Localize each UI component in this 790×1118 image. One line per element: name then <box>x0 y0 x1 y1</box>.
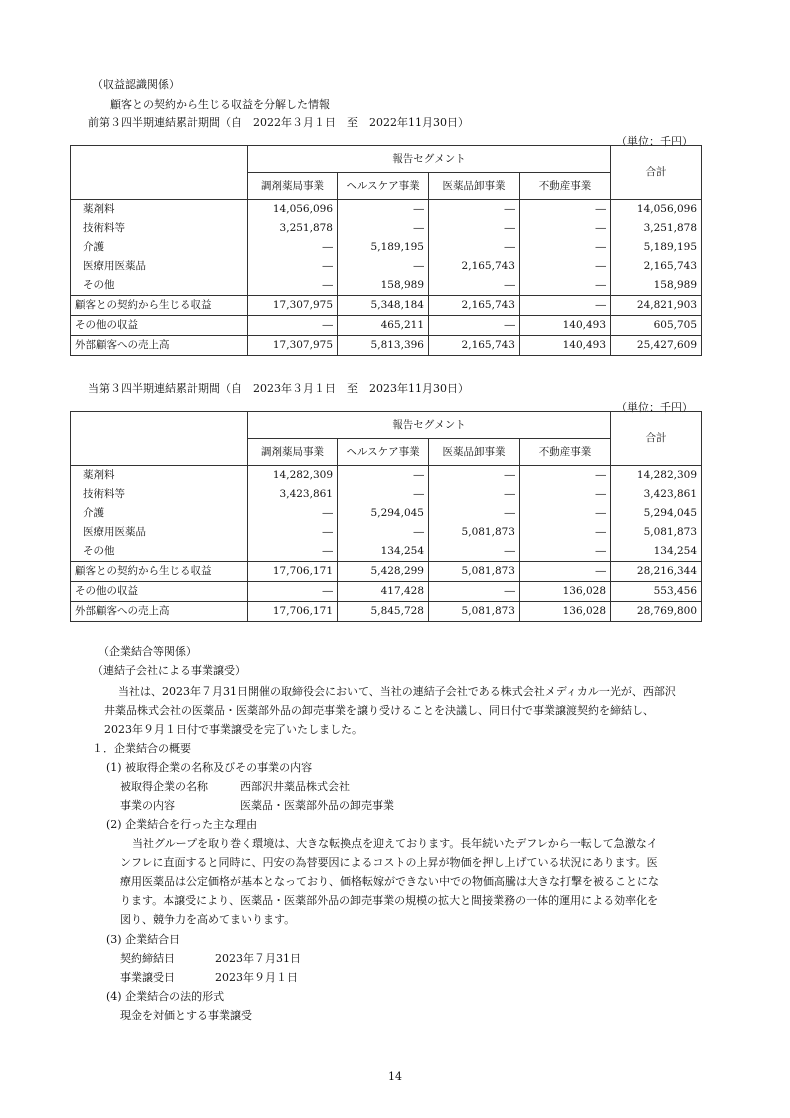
row-label: その他 <box>71 542 248 562</box>
row-label: 顧客との契約から生じる収益 <box>71 562 248 582</box>
row-label: 介護 <box>71 504 248 523</box>
value-cell: 140,493 <box>520 336 611 356</box>
table-row <box>71 276 702 296</box>
curr-period-table <box>70 411 702 622</box>
value-cell: 465,211 <box>338 316 429 336</box>
row-label: 技術料等 <box>71 219 248 238</box>
value-cell: ― <box>429 316 520 336</box>
row-label: 外部顧客への売上高 <box>71 336 248 356</box>
column-header: 不動産事業 <box>520 173 611 200</box>
item-1-title: (1) 被取得企業の名称及びその事業の内容 <box>106 761 313 774</box>
item-2-line: 図り、競争力を高めてまいります。 <box>120 913 296 926</box>
row-label: 技術料等 <box>71 485 248 504</box>
header-total: 合計 <box>611 412 702 466</box>
item-1-business-label: 事業の内容 <box>120 799 175 812</box>
header-blank <box>71 146 248 173</box>
item-3-title: (3) 企業結合日 <box>106 933 181 946</box>
row-label: 顧客との契約から生じる収益 <box>71 296 248 316</box>
total-cell: 14,282,309 <box>611 466 702 486</box>
total-cell: 5,189,195 <box>611 238 702 257</box>
value-cell: 3,251,878 <box>248 219 338 238</box>
header-total: 合計 <box>611 146 702 200</box>
value-cell: ― <box>248 257 338 276</box>
total-cell: 134,254 <box>611 542 702 562</box>
value-cell: ― <box>248 582 338 602</box>
section-1-title: １．企業結合の概要 <box>92 742 191 755</box>
value-cell: 5,081,873 <box>429 523 520 542</box>
table-row <box>71 466 702 486</box>
value-cell: ― <box>338 523 429 542</box>
section-heading-business-combination: （企業結合等関係） <box>98 645 197 658</box>
value-cell: 17,307,975 <box>248 296 338 316</box>
section-subheading-revenue: 顧客との契約から生じる収益を分解した情報 <box>110 98 330 111</box>
item-3-contract-value: 2023年７月31日 <box>215 952 301 965</box>
row-label: 医療用医薬品 <box>71 523 248 542</box>
table-row <box>71 562 702 582</box>
value-cell: 14,056,096 <box>248 200 338 220</box>
value-cell: ― <box>338 257 429 276</box>
column-header: 不動産事業 <box>520 439 611 466</box>
value-cell: ― <box>520 542 611 562</box>
item-4-title: (4) 企業結合の法的形式 <box>106 990 225 1003</box>
item-1-name-value: 西部沢井薬品株式会社 <box>240 780 350 793</box>
value-cell: ― <box>338 485 429 504</box>
row-label: その他 <box>71 276 248 296</box>
header-blank <box>71 173 248 200</box>
value-cell: ― <box>429 238 520 257</box>
prev-period-unit: （単位：千円） <box>616 135 693 148</box>
value-cell: 3,423,861 <box>248 485 338 504</box>
value-cell: ― <box>248 276 338 296</box>
item-3-transfer-value: 2023年９月１日 <box>215 971 298 984</box>
value-cell: 5,428,299 <box>338 562 429 582</box>
value-cell: 17,307,975 <box>248 336 338 356</box>
item-2-line: 当社グループを取り巻く環境は、大きな転換点を迎えております。長年続いたデフレから一転して急激なイ <box>132 837 658 850</box>
total-cell: 25,427,609 <box>611 336 702 356</box>
value-cell: 5,845,728 <box>338 602 429 622</box>
row-label: 介護 <box>71 238 248 257</box>
table-row <box>71 296 702 316</box>
section-subheading-business-transfer: （連結子会社による事業譲受） <box>92 664 246 677</box>
table-row <box>71 523 702 542</box>
total-cell: 14,056,096 <box>611 200 702 220</box>
value-cell: 2,165,743 <box>429 296 520 316</box>
value-cell: ― <box>520 238 611 257</box>
value-cell: 140,493 <box>520 316 611 336</box>
value-cell: 134,254 <box>338 542 429 562</box>
table-row <box>71 316 702 336</box>
item-2-title: (2) 企業結合を行った主な理由 <box>106 818 258 831</box>
value-cell: 17,706,171 <box>248 562 338 582</box>
value-cell: ― <box>520 562 611 582</box>
value-cell: ― <box>429 200 520 220</box>
value-cell: 5,081,873 <box>429 602 520 622</box>
table-row <box>71 219 702 238</box>
value-cell: 14,282,309 <box>248 466 338 486</box>
total-cell: 605,705 <box>611 316 702 336</box>
value-cell: ― <box>520 485 611 504</box>
value-cell: ― <box>429 504 520 523</box>
value-cell: ― <box>520 466 611 486</box>
total-cell: 28,216,344 <box>611 562 702 582</box>
header-blank <box>71 439 248 466</box>
value-cell: ― <box>338 466 429 486</box>
item-3-contract-label: 契約締結日 <box>120 952 175 965</box>
total-cell: 5,294,045 <box>611 504 702 523</box>
section-heading-revenue: （収益認識関係） <box>92 78 180 91</box>
value-cell: ― <box>248 238 338 257</box>
column-header: 医薬品卸事業 <box>429 173 520 200</box>
total-cell: 553,456 <box>611 582 702 602</box>
item-2-line: ります。本譲受により、医薬品・医薬部外品の卸売事業の規模の拡大と間接業務の一体的運用による効率化を <box>120 894 659 907</box>
page-number: 14 <box>388 1070 402 1083</box>
value-cell: 417,428 <box>338 582 429 602</box>
value-cell: 17,706,171 <box>248 602 338 622</box>
table-row <box>71 200 702 220</box>
value-cell: ― <box>338 219 429 238</box>
value-cell: 2,165,743 <box>429 336 520 356</box>
item-1-name-label: 被取得企業の名称 <box>120 780 208 793</box>
table-row <box>71 582 702 602</box>
value-cell: ― <box>520 219 611 238</box>
value-cell: ― <box>429 542 520 562</box>
value-cell: ― <box>520 296 611 316</box>
item-2-line: 療用医薬品は公定価格が基本となっており、価格転嫁ができない中での物価高騰は大きな打撃を被ることにな <box>120 875 659 888</box>
value-cell: 158,989 <box>338 276 429 296</box>
column-header: 調剤薬局事業 <box>248 173 338 200</box>
value-cell: ― <box>520 200 611 220</box>
intro-line: 井薬品株式会社の医薬品・医薬部外品の卸売事業を譲り受けることを決議し、同日付で事業譲渡契約を締結し、 <box>104 704 654 717</box>
total-cell: 28,769,800 <box>611 602 702 622</box>
total-cell: 5,081,873 <box>611 523 702 542</box>
intro-line: 当社は、2023年７月31日開催の取締役会において、当社の連結子会社である株式会社メディカル一光が、西部沢 <box>118 685 676 698</box>
intro-line: 2023年９月１日付で事業譲受を完了いたしました。 <box>104 723 363 736</box>
value-cell: ― <box>429 485 520 504</box>
value-cell: ― <box>520 257 611 276</box>
header-segment-group: 報告セグメント <box>248 146 611 173</box>
column-header: 調剤薬局事業 <box>248 439 338 466</box>
value-cell: ― <box>248 523 338 542</box>
prev-period-table <box>70 145 702 356</box>
value-cell: 5,813,396 <box>338 336 429 356</box>
table-row <box>71 336 702 356</box>
total-cell: 2,165,743 <box>611 257 702 276</box>
total-cell: 3,423,861 <box>611 485 702 504</box>
column-header: ヘルスケア事業 <box>338 439 429 466</box>
curr-period-unit: （単位：千円） <box>616 401 693 414</box>
value-cell: 5,294,045 <box>338 504 429 523</box>
total-cell: 24,821,903 <box>611 296 702 316</box>
table-row <box>71 602 702 622</box>
value-cell: ― <box>429 219 520 238</box>
row-label: その他の収益 <box>71 316 248 336</box>
item-2-line: ンフレに直面すると同時に、円安の為替要因によるコストの上昇が物価を押し上げている状況にあります。医 <box>120 856 658 869</box>
row-label: 薬剤料 <box>71 200 248 220</box>
item-1-business-value: 医薬品・医薬部外品の卸売事業 <box>240 799 394 812</box>
total-cell: 3,251,878 <box>611 219 702 238</box>
header-blank <box>71 412 248 439</box>
table-row <box>71 485 702 504</box>
item-4-value: 現金を対価とする事業譲受 <box>120 1009 252 1022</box>
total-cell: 158,989 <box>611 276 702 296</box>
value-cell: ― <box>248 542 338 562</box>
value-cell: 136,028 <box>520 582 611 602</box>
table-row <box>71 504 702 523</box>
value-cell: 5,189,195 <box>338 238 429 257</box>
table-row <box>71 238 702 257</box>
value-cell: 5,081,873 <box>429 562 520 582</box>
value-cell: ― <box>429 582 520 602</box>
value-cell: ― <box>429 466 520 486</box>
value-cell: 5,348,184 <box>338 296 429 316</box>
row-label: その他の収益 <box>71 582 248 602</box>
value-cell: 136,028 <box>520 602 611 622</box>
column-header: 医薬品卸事業 <box>429 439 520 466</box>
prev-period-title: 前第３四半期連結累計期間（自 2022年３月１日 至 2022年11月30日） <box>88 116 469 129</box>
value-cell: ― <box>520 276 611 296</box>
row-label: 薬剤料 <box>71 466 248 486</box>
value-cell: ― <box>338 200 429 220</box>
value-cell: ― <box>520 504 611 523</box>
value-cell: ― <box>248 316 338 336</box>
row-label: 外部顧客への売上高 <box>71 602 248 622</box>
value-cell: ― <box>429 276 520 296</box>
value-cell: 2,165,743 <box>429 257 520 276</box>
value-cell: ― <box>248 504 338 523</box>
column-header: ヘルスケア事業 <box>338 173 429 200</box>
header-segment-group: 報告セグメント <box>248 412 611 439</box>
table-row <box>71 542 702 562</box>
table-row <box>71 257 702 276</box>
value-cell: ― <box>520 523 611 542</box>
item-3-transfer-label: 事業譲受日 <box>120 971 175 984</box>
row-label: 医療用医薬品 <box>71 257 248 276</box>
curr-period-title: 当第３四半期連結累計期間（自 2023年３月１日 至 2023年11月30日） <box>88 382 469 395</box>
